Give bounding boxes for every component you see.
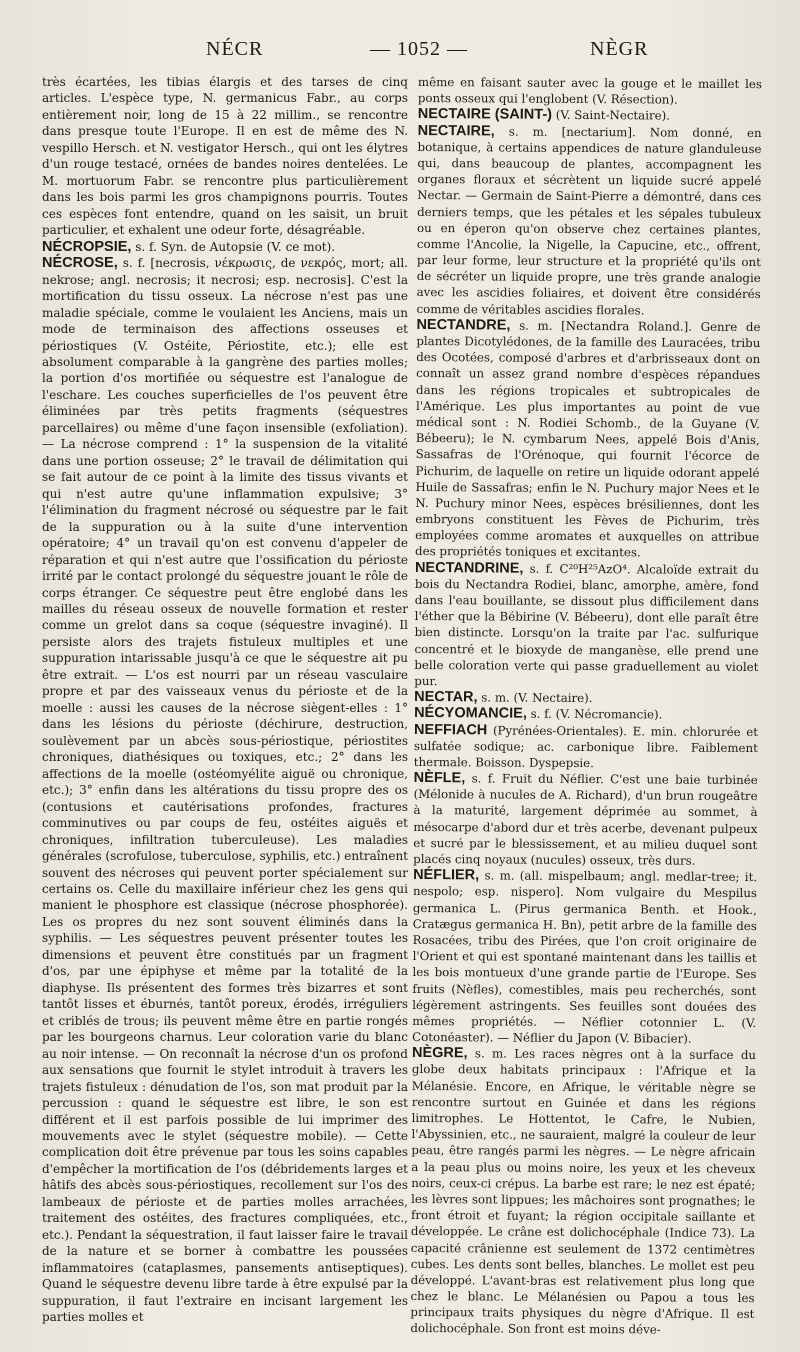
header-left-guideword: NÉCR (206, 38, 264, 60)
entry-nefle (413, 770, 758, 869)
entry-body: (Pyrénées-Orientales). E. min. chlorurée et sulfatée sodique; ac. carbonique libre. Faiblement thermale. Boisson. Dyspepsie. (413, 722, 759, 770)
entry-body: s. f. [necrosis, νέκρωσις, de νεκρός, mort; all. nekrose; angl. necrosis; it necrosi; esp. necrosis]. C'est la mortification du tissu osseux. La nécrose n'est pas une maladie spéciale, comme le voulaient les Anciens, mais un mode de terminaison des affections osseuses et périostiques (V. Ostéite, Périostite, etc.); elle est absolument comparable à la gangrène des parties molles; la portion d'os mortifiée ou séquestre est l'analogue de l'eschare. Les couches superficielles de l'os peuvent être éliminées par très petits fragments (séquestres parcellaires) ou même d'une façon insensible (exfoliation). — La nécrose comprend : 1° la suspension de la vitalité dans une portion osseuse; 2° le travail de délimitation qui se fait autour de ce point à la limite des tissus vivants et qui n'est autre qu'une inflammation expulsive; 3° l'élimination du fragment nécrosé ou séquestre par le fait de la suppuration ou à la suite d'une intervention opératoire; 4° un travail qu'on est convenu d'appeler de réparation et qui n'est autre que l'ossification du périoste irrité par le contact prolongé du séquestre jouant le rôle de corps étranger. Ce séquestre peut être englobé dans les mailles du réseau osseux de nouvelle formation et rester comme un grelot dans sa coque (séquestre invaginé). Il persiste alors des trajets fistuleux multiples et une suppuration intarissable jusqu'à ce que le séquestre ait pu être extrait. — L'os est nourri par un réseau vasculaire propre et par des vaisseaux venus du périoste et de la moelle : aussi les causes de la nécrose siègent-elles : 1° dans les lésions du périoste (déchirure, destruction, soulèvement par un abcès sous-périostique, périostites chroniques, diathésiques ou toxiques, etc.; 2° dans les affections de la moelle (ostéomyélite aiguë ou chronique, etc.); 3° enfin dans les altérations du tissu propre des os (contusions et cautérisations profondes, fractures comminutives ou par coups de feu, ostéites aiguës et chroniques, infiltration tuberculeuse). Les maladies générales (scrofulose, tuberculose, syphilis, etc.) entraînent souvent des nécroses qui peuvent porter spécialement sur certains os. Celle du maxillaire inférieur chez les gens qui manient le phosphore est classique (nécrose phosphorée). Les os propres du nez sont souvent éliminés dans la syphilis. — Les séquestres peuvent présenter toutes les dimensions et peuvent être constitués par un fragment d'os, par une épiphyse et même par la totalité de la diaphyse. Ils présentent des formes très bizarres et sont tantôt lisses et éburnés, tantôt poreux, érodés, irréguliers et criblés de trous; ils peuvent même être en partie rongés par les bourgeons charnus. Leur coloration varie du blanc au noir intense. — On reconnaît la nécrose d'un os profond aux sensations que fournit le stylet introduit à travers les trajets fistuleux : dénudation de l'os, son mat produit par la percussion : quand le séquestre est libre, le son est différent et il est parfois possible de lui imprimer des mouvements avec le stylet (séquestre mobile). — Cette complication doit être prévenue par tous les soins capables d'empêcher la mortification de l'os (débridements larges et hâtifs des abcès sous-périostiques, recollement sur l'os des lambeaux de périoste et de parties molles arrachées, traitement des ostéites, des fractures compliquées, etc., etc.). Pendant la séquestration, il faut laisser faire le travail de la nature et se borner à combattre les poussées inflammatoires (cataplasmes, pansements antiseptiques). Quand le séquestre devenu libre tarde à être expulsé par la suppuration, il faut l'extraire en incisant largement les parties molles et (42, 256, 408, 1325)
entry-body: s. f. (V. Nécromancie). (530, 707, 663, 722)
headword: NÉCYOMANCIE, (414, 705, 527, 722)
entry-negre (410, 1045, 756, 1338)
continued-entry-text: très écartées, les tibias élargis et des tarses de cinq articles. L'espèce type, N. germanicus Fabr., au corps entièrement noir, long de 15 à 22 millim., se rencontre dans presque toute l'Europe. Il en est de même des N. vespillo Hersch. et N. vestigator Hersch., qui ont les élytres d'un rouge testacé, ornées de bandes noires dentelées. Le M. mortuorum Fabr. se rencontre plus particulièrement dans les bois parmi les gros champignons pourris. Toutes ces espèces font entendre, quand on les saisit, un bruit particulier, et exhalent une odeur forte, désagréable. (42, 75, 408, 238)
headword: NÈFLE, (413, 770, 466, 787)
entry-neflier (412, 867, 757, 1047)
entry-body: s. m. Les races nègres ont à la surface du globe deux habitats principaux : l'Afrique et la Mélanésie. Encore, en Afrique, le véritable nègre se rencontre surtout en Guinée et dans les régions limitrophes. Le Hottentot, le Cafre, le Nubien, l'Abyssinien, etc., ne sauraient, malgré la couleur de leur peau, être rangés parmi les nègres. — Le nègre africain a la peau plus ou moins noire, les yeux et les cheveux noirs, ceux-ci crépus. La barbe est rare; le nez est épaté; les lèvres sont lippues; les mâchoires sont prognathes; le front étroit et fuyant; la région occipitale saillante et développée. Le crâne est dolichocéphale (Indice 73). La capacité crânienne est seulement de 1372 centimètres cubes. Les dents sont belles, blanches. Le mollet est peu développé. L'avant-bras est relativement plus long que chez le blanc. Le Mélanésien ou Papou a tous les principaux traits physiques du nègre d'Afrique. Il est dolichocéphale. Son front est moins déve- (410, 1046, 757, 1337)
left-column (42, 74, 408, 1326)
entry-body: s. m. [Nectandra Roland.]. Genre de plantes Dicotylédones, de la famille des Lauracées, tribu des Ocotées, composé d'arbres et d'arbrisseaux dont on connaît un assez grand nombre d'espèces répandues dans les régions tropicales et subtropicales de l'Amérique. Les plus importantes au point de vue médical sont : N. Rodiei Schomb., de la Guyane (V. Bébeeru); le N. cymbarum Nees, appelé Bois d'Anis, Sassafras de l'Orénoque, qui fournit l'écorce de Pichurim, de laquelle on retire un liquide odorant appelé Huile de Sassafras; enfin le N. Puchury major Nees et le N. Puchury minor Nees, espèces brésiliennes, dont les embryons constituent les Fèves de Pichurim, très employées comme aromates et auxquelles on attribue des propriétés toniques et excitantes. (415, 318, 761, 560)
headword: NÉFLIER, (413, 867, 480, 884)
entry-body: s. m. (all. mispelbaum; angl. medlar-tree; it. nespolo; esp. nispero]. Nom vulgaire du Mespilus germanica L. (Pirus germanica Benth. et Hook., Cratægus germanica H. Bn), petit arbre de la famille des Rosacées, tribu des Pirées, que l'on croit originaire de l'Orient et qui est spontané maintenant dans les taillis et les bois montueux d'une grande partie de l'Europe. Ses fruits (Nèfles), comestibles, mais peu recherchés, sont légèrement astringents. Ses feuilles sont douées des mêmes propriétés. — Néflier cotonnier L. (V. Cotonéaster). — Néflier du Japon (V. Bibacier). (412, 868, 758, 1046)
entry-body: s. f. Fruit du Néflier. C'est une baie turbinée (Mélonide à nucules de A. Richard), d'un brun rougeâtre à la maturité, largement déprimée au sommet, à mésocarpe d'abord dur et très acerbe, devenant pulpeux et sucré par le blessissement, et au milieu duquel sont placés cinq noyaux (nucules) osseux, très durs. (413, 771, 758, 868)
entry-body: (V. Saint-Nectaire). (555, 108, 671, 123)
headword: NÉCROPSIE, (42, 238, 132, 255)
continued-entry-text: même en faisant sauter avec la gouge et le maillet les ponts osseux qui l'englobent (V. Résection). (417, 74, 762, 107)
headword: NECTAIRE (SAINT-) (417, 106, 553, 124)
headword: NECTANDRE, (416, 316, 511, 334)
headword: NECTAIRE, (417, 122, 495, 140)
entry-body: s. m. (V. Nectaire). (481, 690, 593, 706)
headword: NEFFIACH (413, 721, 488, 738)
entry-neffiach (414, 721, 758, 772)
headword: NECTANDRINE, (414, 559, 524, 577)
entry-necrose (42, 255, 408, 1325)
right-column (410, 74, 762, 1339)
entry-necropsie (42, 239, 408, 255)
header-right-guideword: NÈGR (590, 38, 649, 60)
entry-nectandrine (414, 560, 759, 692)
headword: NECTAR, (414, 689, 478, 706)
entry-body: s. f. Syn. de Autopsie (V. ce mot). (135, 239, 336, 254)
headword: NÉCROSE, (42, 255, 118, 272)
headword: NÈGRE, (411, 1045, 468, 1062)
entry-body: s. f. C²⁰H²⁵AzO⁴. Alcaloïde extrait du bois du Nectandra Rodiei, blanc, amorphe, amère, fond dans l'eau bouillante, se dissout plus difficilement dans l'éther que la Bébirine (V. Bébeeru), dont elle paraît être bien distincte. Lorsqu'on la traite par l'ac. sulfurique concentré et le bioxyde de manganèse, elle prend une belle coloration verte qui passe graduellement au violet pur. (414, 561, 760, 689)
page-header (40, 38, 770, 66)
entry-nectandre (415, 317, 760, 562)
page-number: — 1052 — (370, 38, 468, 60)
entry-body: s. m. [nectarium]. Nom donné, en botanique, à certains appendices de nature glanduleuse qui, dans beaucoup de plantes, accompagnent les organes floraux et sécrètent un liquide sucré appelé Nectar. — Germain de Saint-Pierre a démontré, dans ces derniers temps, que les pétales et les sépales tubuleux ou en éperon qu'on observe chez certaines plantes, comme l'Ancolie, la Nigelle, la Capucine, etc., offrent, par leur forme, leur structure et la propriété qu'ils ont de sécréter un liquide propre, une très grande analogie avec les ascidies foliaires, et doivent être considérés comme de véritables ascidies florales. (416, 124, 762, 318)
entry-nectaire (417, 123, 762, 319)
